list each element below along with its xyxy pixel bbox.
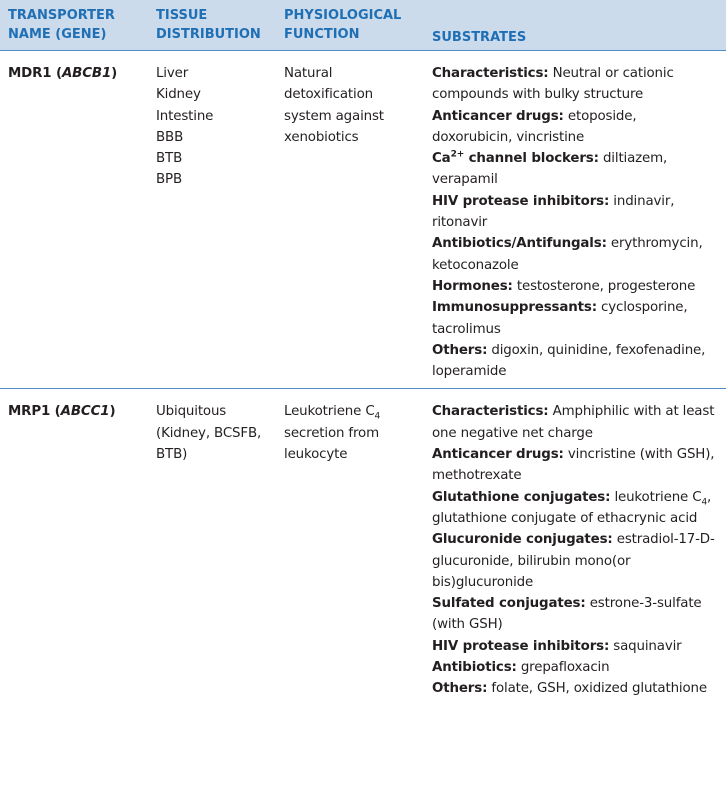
substrate-entry: Glucuronide conjugates: estradiol-17-D-glucuronide, bilirubin mono(or bis)glucuronide (432, 532, 715, 590)
substrates-cell (424, 51, 726, 389)
substrate-entry: Others: folate, GSH, oxidized glutathione (432, 681, 707, 697)
gene-name: ABCB1 (61, 66, 112, 81)
tissue-item: Liver (156, 66, 189, 81)
transporter-name-cell: MRP1 (ABCC1) (8, 404, 116, 420)
substrate-entry: $Ca^{2+}$ channel blockers: diltiazem, verapamil (432, 149, 668, 188)
transporter-name: MRP1 (8, 404, 51, 420)
substrates-cell (424, 389, 726, 706)
header-substrates: SUBSTRATES (432, 30, 527, 45)
physiological-function-cell: Natural detoxification system against xenobiotics (284, 66, 384, 145)
tissue-item: BTB (156, 151, 183, 167)
substrate-entry: Hormones: testosterone, progesterone (432, 278, 696, 294)
tissue-distribution-cell: Ubiquitous (Kidney, BCSFB, BTB) (156, 404, 262, 463)
substrate-entry: Anticancer drugs: etoposide, doxorubicin, vincristine (432, 108, 637, 145)
header-tissue-distribution: TISSUE DISTRIBUTION (156, 8, 261, 42)
tissue-distribution-cell (148, 51, 276, 389)
table-row (0, 389, 726, 706)
substrate-entry: Glutathione conjugates: leukotriene $C_4$, glutathione conjugate of ethacrynic acid (432, 489, 712, 526)
substrate-entry: Immunosuppressants: cyclosporine, tacrolimus (432, 300, 688, 337)
substrate-entry: HIV protease inhibitors: saquinavir (432, 638, 682, 654)
tissue-item: Kidney (156, 87, 201, 103)
gene-name: ABCC1 (60, 404, 110, 420)
substrate-entry: Sulfated conjugates: estrone-3-sulfate (with GSH) (432, 596, 702, 633)
tissue-item: BPB (156, 172, 182, 188)
substrate-entry: Antibiotics/Antifungals: erythromycin, ketoconazole (432, 236, 703, 273)
transporter-name-cell: MDR1 (ABCB1) (8, 66, 118, 81)
table-row (0, 51, 726, 389)
substrate-entry: Anticancer drugs: vincristine (with GSH), methotrexate (432, 447, 715, 484)
substrate-entry: Characteristics: Amphiphilic with at least one negative net charge (432, 404, 715, 441)
substrate-entry: Others: digoxin, quinidine, fexofenadine, loperamide (432, 342, 706, 380)
transporter-name: MDR1 (8, 66, 52, 81)
header-physiological-function: PHYSIOLOGICAL FUNCTION (284, 8, 402, 42)
substrate-entry: Characteristics: Neutral or cationic compounds with bulky structure (432, 66, 674, 103)
tissue-item: Intestine (156, 108, 214, 124)
header-row (0, 0, 726, 51)
substrate-entry: HIV protease inhibitors: indinavir, ritonavir (432, 193, 675, 231)
tissue-item: BBB (156, 129, 184, 145)
substrate-entry: Antibiotics: grepafloxacin (432, 660, 610, 676)
header-transporter-name: TRANSPORTER NAME (GENE) (8, 8, 115, 42)
physiological-function-cell: Leukotriene $C_4$ secretion from leukocyte (284, 404, 381, 463)
